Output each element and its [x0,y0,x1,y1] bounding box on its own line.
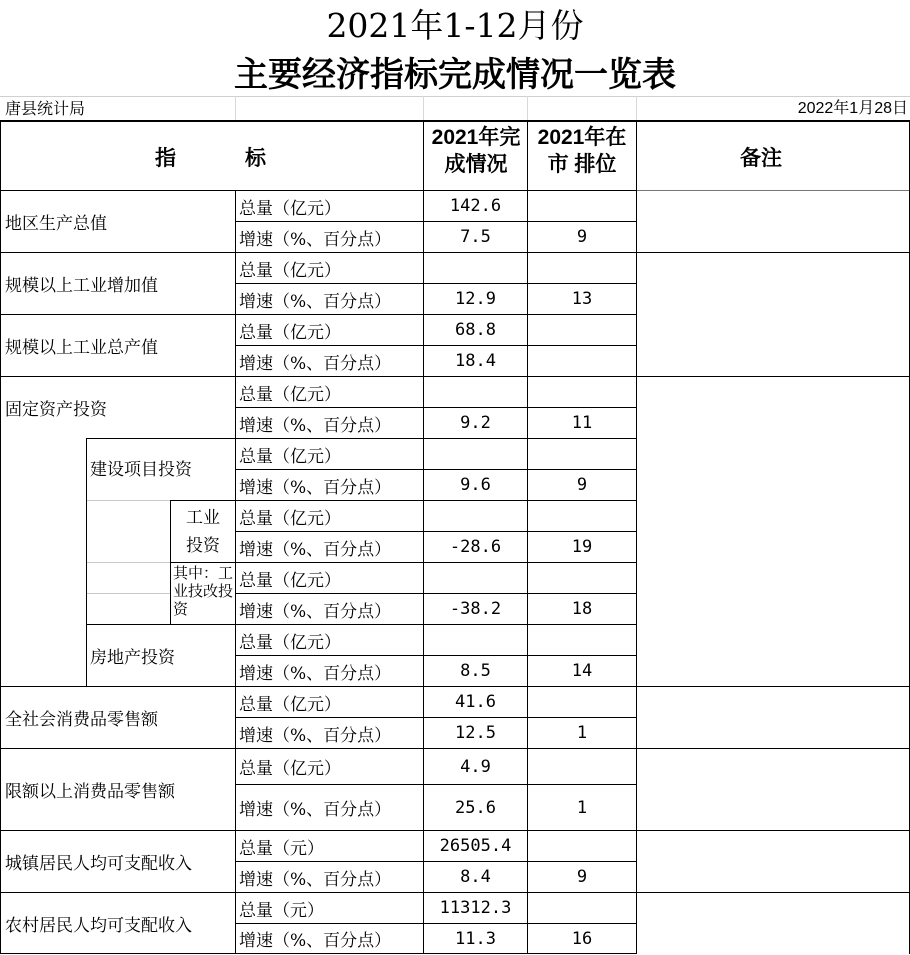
unit-label-total: 总量（亿元） [239,632,341,653]
rank-value: 9 [576,867,588,887]
total-value: 68.8 [455,320,496,340]
growth-value: 7.5 [460,227,491,247]
unit-label-growth: 增速（%、百分点） [239,725,392,746]
unit-label-growth: 增速（%、百分点） [239,869,392,890]
indicator-name: 限额以上消费品零售额 [5,782,175,802]
header-rank-column: 2021年在市 排位 [537,126,627,176]
unit-label-total: 总量（亿元） [239,694,341,715]
unit-label-growth: 增速（%、百分点） [239,663,392,684]
growth-value: 8.5 [460,661,491,681]
growth-value: -28.6 [449,537,502,557]
unit-label-growth: 增速（%、百分点） [239,539,392,560]
unit-label-growth: 增速（%、百分点） [239,415,392,436]
header-note-column: 备注 [740,147,782,170]
total-value: 41.6 [455,692,496,712]
growth-value: 9.6 [460,475,491,495]
unit-label-total: 总量（元） [239,838,324,859]
header-indicator-char2: 标 [245,147,266,170]
growth-value: 12.5 [455,723,496,743]
total-value: 26505.4 [439,836,512,856]
unit-label-total: 总量（亿元） [239,322,341,343]
unit-label-total: 总量（元） [239,900,324,921]
unit-label-growth: 增速（%、百分点） [239,477,392,498]
total-value: 11312.3 [439,898,512,918]
unit-label-total: 总量（亿元） [239,260,341,281]
unit-label-growth: 增速（%、百分点） [239,291,392,312]
growth-value: 11.3 [455,928,496,949]
indicator-name: 房地产投资 [90,648,175,668]
indicator-name: 地区生产总值 [5,214,107,234]
issuing-organization: 唐县统计局 [5,99,86,118]
rank-value: 14 [571,661,593,681]
growth-value: 12.9 [455,289,496,309]
indicator-name: 规模以上工业总产值 [5,338,158,358]
growth-value: -38.2 [449,599,502,619]
growth-value: 9.2 [460,413,491,433]
indicator-name: 全社会消费品零售额 [5,710,158,730]
rank-value: 9 [576,227,588,247]
indicator-name: 工业投资 [186,508,220,556]
report-date: 2022年1月28日 [797,100,908,117]
rank-value: 18 [571,599,593,619]
unit-label-total: 总量（亿元） [239,508,341,529]
rank-value: 1 [576,797,588,818]
unit-label-total: 总量（亿元） [239,384,341,405]
indicator-name: 其中：工业技改投资 [173,565,233,618]
indicator-name: 规模以上工业增加值 [5,276,158,296]
indicator-name: 城镇居民人均可支配收入 [5,854,192,874]
rank-value: 19 [571,537,593,557]
total-value: 142.6 [449,196,502,216]
subheader-gridline [527,96,528,120]
unit-label-growth: 增速（%、百分点） [239,353,392,374]
indicator-name: 固定资产投资 [5,400,107,420]
growth-value: 8.4 [460,867,491,887]
report-subheader [0,96,910,121]
rank-value: 13 [571,289,593,309]
subheader-gridline [423,96,424,120]
report-title-line2: 主要经济指标完成情况一览表 [234,55,676,95]
unit-label-total: 总量（亿元） [239,570,341,591]
unit-label-growth: 增速（%、百分点） [239,601,392,622]
header-completion-column: 2021年完成情况 [431,126,521,176]
indicator-name: 建设项目投资 [90,460,192,480]
header-indicator-char1: 指 [155,147,176,170]
indicator-name: 农村居民人均可支配收入 [5,915,192,936]
subheader-gridline [235,96,236,120]
unit-label-total: 总量（亿元） [239,198,341,219]
growth-value: 18.4 [455,351,496,371]
unit-label-total: 总量（亿元） [239,446,341,467]
subheader-gridline [636,96,637,120]
unit-label-growth: 增速（%、百分点） [239,931,392,951]
rank-value: 1 [576,723,588,743]
unit-label-growth: 增速（%、百分点） [239,800,392,820]
report-title-line1: 2021年1-12月份 [326,6,584,45]
unit-label-growth: 增速（%、百分点） [239,229,392,250]
growth-value: 25.6 [455,797,496,818]
total-value: 4.9 [460,756,491,777]
rank-value: 16 [571,928,593,949]
unit-label-total: 总量（亿元） [239,759,341,779]
rank-value: 11 [571,413,593,433]
rank-value: 9 [576,475,588,495]
